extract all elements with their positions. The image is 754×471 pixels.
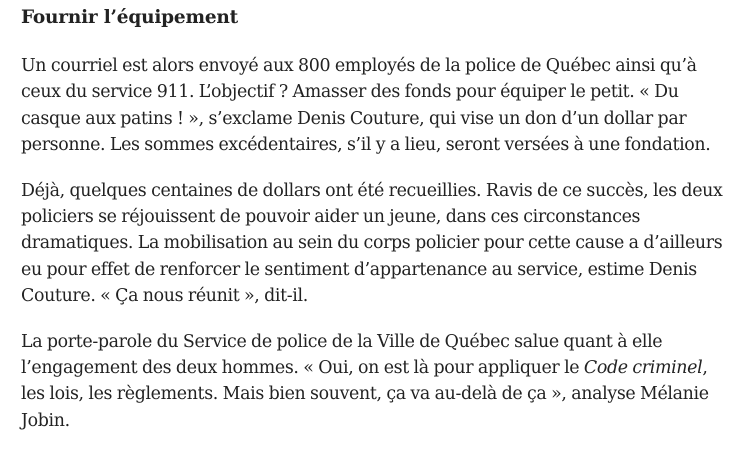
paragraph-3-text-before: La porte-parole du Service de police de la Ville de Québec salue quant à elle l’engagement des deux hommes. « Oui, on est là pour appliquer le [21, 331, 663, 379]
article-body [21, 4, 733, 453]
code-criminel-italic: Code criminel [583, 358, 703, 379]
section-heading: Fournir l’équipement [21, 7, 239, 28]
paragraph-3 [21, 329, 733, 435]
paragraph-1: Un courriel est alors envoyé aux 800 employés de la police de Québec ainsi qu’à ceux du service 911. L’objectif ? Amasser des fonds pour équiper le petit. « Du casque aux patins ! », s’exclame Denis Couture, qui vise un don d’un dollar par personne. Les sommes excédentaires, s’il y a lieu, seront versées à une fondation. [21, 56, 711, 156]
paragraph-3-text-after: , les lois, les règlements. Mais bien souvent, ça va au-delà de ça », analyse Mélanie Jobin. [21, 358, 709, 431]
paragraph-2: Déjà, quelques centaines de dollars ont été recueillies. Ravis de ce succès, les deux policiers se réjouissent de pouvoir aider un jeune, dans ces circonstances dramatiques. La mobilisation au sein du corps policier pour cette cause a d’ailleurs eu pour effet de renforcer le sentiment d’appartenance au service, estime Denis Couture. « Ça nous réunit », dit-il. [21, 180, 723, 307]
